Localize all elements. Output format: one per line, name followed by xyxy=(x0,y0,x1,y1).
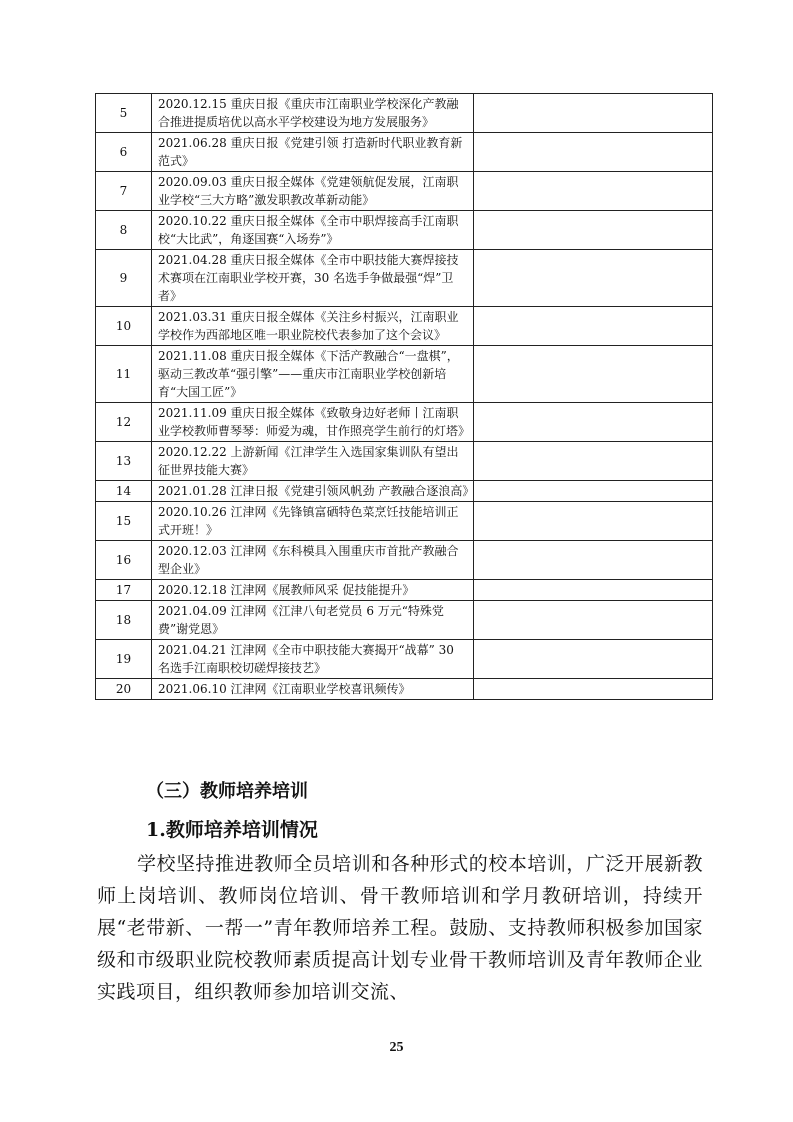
row-news-item: 2020.12.03 江津网《东科模具入围重庆市首批产教融合型企业》 xyxy=(152,541,474,580)
row-number: 18 xyxy=(96,601,152,640)
table-row xyxy=(96,346,713,403)
row-number: 10 xyxy=(96,307,152,346)
table-row xyxy=(96,502,713,541)
row-number: 9 xyxy=(96,250,152,307)
table-row xyxy=(96,172,713,211)
row-news-item: 2021.04.28 重庆日报全媒体《全市中职技能大赛焊接技术赛项在江南职业学校开赛，30 名选手争做最强“焊”卫者》 xyxy=(152,250,474,307)
table-row xyxy=(96,211,713,250)
table-row xyxy=(96,442,713,481)
row-number: 17 xyxy=(96,580,152,601)
row-empty-cell xyxy=(474,172,713,211)
body-paragraph: 学校坚持推进教师全员培训和各种形式的校本培训，广泛开展新教师上岗培训、教师岗位培训、骨干教师培训和学月教研培训，持续开展“老带新、一帮一”青年教师培养工程。鼓励、支持教师积极参加国家级和市级职业院校教师素质提高计划专业骨干教师培训及青年教师企业实践项目，组织教师参加培训交流、 xyxy=(97,853,703,1003)
row-empty-cell xyxy=(474,442,713,481)
row-number: 6 xyxy=(96,133,152,172)
table-row xyxy=(96,601,713,640)
row-news-item: 2021.06.10 江津网《江南职业学校喜讯频传》 xyxy=(152,679,474,700)
row-news-item: 2020.09.03 重庆日报全媒体《党建领航促发展，江南职业学校“三大方略”激发职教改革新动能》 xyxy=(152,172,474,211)
row-number: 12 xyxy=(96,403,152,442)
table-row xyxy=(96,580,713,601)
row-empty-cell xyxy=(474,502,713,541)
sub-heading: 1.教师培养培训情况 xyxy=(146,819,318,841)
row-number: 7 xyxy=(96,172,152,211)
row-empty-cell xyxy=(474,346,713,403)
row-empty-cell xyxy=(474,211,713,250)
row-number: 15 xyxy=(96,502,152,541)
row-number: 20 xyxy=(96,679,152,700)
row-news-item: 2020.12.15 重庆日报《重庆市江南职业学校深化产教融合推进提质培优以高水平学校建设为地方发展服务》 xyxy=(152,94,474,133)
row-news-item: 2020.12.22 上游新闻《江津学生入选国家集训队有望出征世界技能大赛》 xyxy=(152,442,474,481)
page-number: 25 xyxy=(389,1040,404,1055)
table-row xyxy=(96,94,713,133)
row-news-item: 2021.11.09 重庆日报全媒体《致敬身边好老师丨江南职业学校教师曹琴琴：师爱为魂，甘作照亮学生前行的灯塔》 xyxy=(152,403,474,442)
row-number: 19 xyxy=(96,640,152,679)
table-row xyxy=(96,541,713,580)
row-news-item: 2020.12.18 江津网《展教师风采 促技能提升》 xyxy=(152,580,474,601)
row-empty-cell xyxy=(474,133,713,172)
row-news-item: 2021.06.28 重庆日报《党建引领 打造新时代职业教育新范式》 xyxy=(152,133,474,172)
row-news-item: 2020.10.22 重庆日报全媒体《全市中职焊接高手江南职校“大比武”，角逐国赛“入场券”》 xyxy=(152,211,474,250)
table-row xyxy=(96,403,713,442)
row-empty-cell xyxy=(474,250,713,307)
row-empty-cell xyxy=(474,580,713,601)
row-news-item: 2021.04.09 江津网《江津八旬老党员 6 万元“特殊党费”谢党恩》 xyxy=(152,601,474,640)
table-row xyxy=(96,250,713,307)
table-row xyxy=(96,307,713,346)
row-news-item: 2021.01.28 江津日报《党建引领风帆劲 产教融合逐浪高》 xyxy=(152,481,474,502)
table-row xyxy=(96,133,713,172)
row-empty-cell xyxy=(474,403,713,442)
row-empty-cell xyxy=(474,94,713,133)
row-news-item: 2020.10.26 江津网《先锋镇富硒特色菜烹饪技能培训正式开班！》 xyxy=(152,502,474,541)
section-heading: （三）教师培养培训 xyxy=(146,781,308,802)
table-body xyxy=(96,94,713,700)
row-news-item: 2021.03.31 重庆日报全媒体《关注乡村振兴，江南职业学校作为西部地区唯一职业院校代表参加了这个会议》 xyxy=(152,307,474,346)
row-empty-cell xyxy=(474,481,713,502)
row-number: 5 xyxy=(96,94,152,133)
row-empty-cell xyxy=(474,640,713,679)
row-empty-cell xyxy=(474,307,713,346)
row-number: 16 xyxy=(96,541,152,580)
row-empty-cell xyxy=(474,601,713,640)
table-row xyxy=(96,640,713,679)
row-news-item: 2021.11.08 重庆日报全媒体《下活产教融合“一盘棋”，驱动三教改革“强引擎”——重庆市江南职业学校创新培育“大国工匠”》 xyxy=(152,346,474,403)
row-news-item: 2021.04.21 江津网《全市中职技能大赛揭开“战幕” 30 名选手江南职校切磋焊接技艺》 xyxy=(152,640,474,679)
row-empty-cell xyxy=(474,679,713,700)
table-row xyxy=(96,679,713,700)
row-number: 8 xyxy=(96,211,152,250)
row-number: 11 xyxy=(96,346,152,403)
row-number: 14 xyxy=(96,481,152,502)
table-row xyxy=(96,481,713,502)
row-empty-cell xyxy=(474,541,713,580)
row-number: 13 xyxy=(96,442,152,481)
media-coverage-table xyxy=(95,93,713,700)
